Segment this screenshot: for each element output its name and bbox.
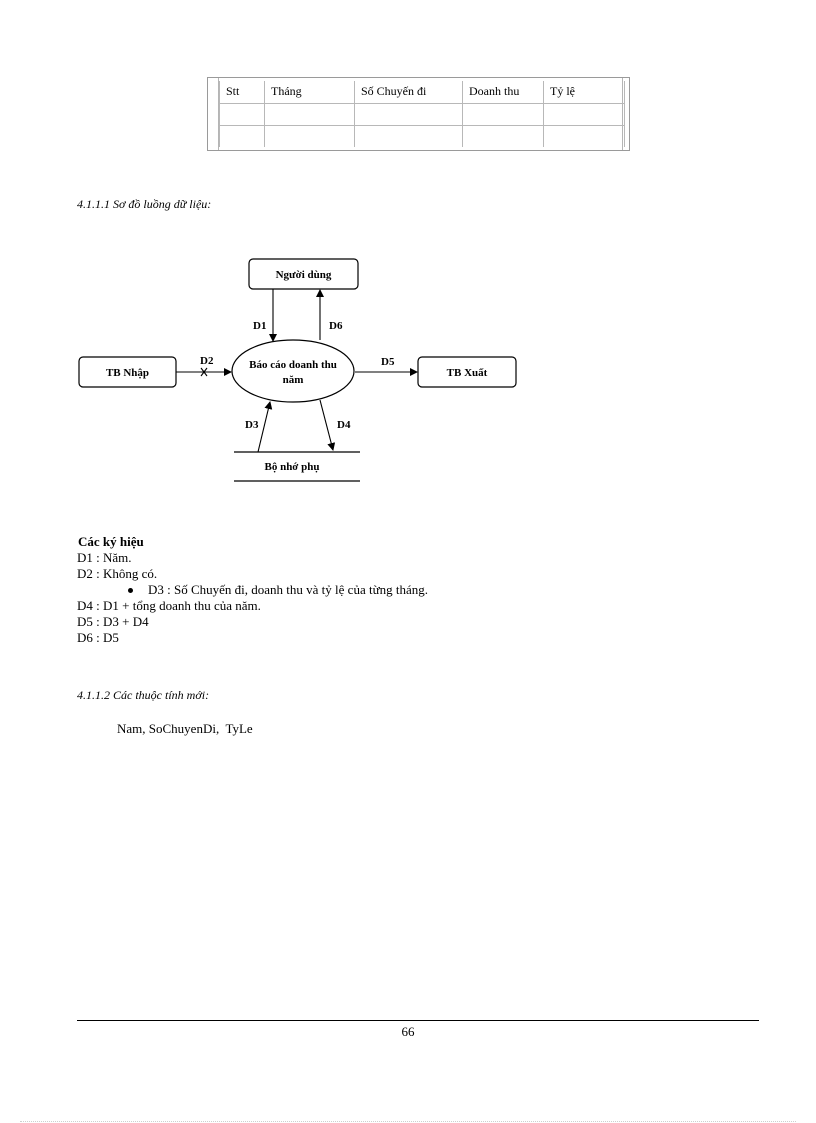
user-label: Người dùng: [275, 269, 332, 281]
section-heading-attributes: 4.1.1.2 Các thuộc tính mới:: [77, 688, 210, 702]
legend-title: Các ký hiệu: [78, 534, 144, 549]
legend-d6: D6 : D5: [77, 630, 119, 645]
legend-d5: D5 : D3 + D4: [77, 614, 149, 629]
process-label-line2: năm: [282, 374, 304, 386]
legend-d1: D1 : Năm.: [77, 550, 132, 565]
legend-d4: D4 : D1 + tổng doanh thu của năm.: [77, 598, 261, 613]
flow-d3-label: D3: [245, 419, 259, 431]
new-attributes-list: Nam, SoChuyenDi, TyLe: [117, 721, 253, 736]
footer-rule: [77, 1020, 759, 1021]
header-cell-ratio: Tỷ lệ: [544, 81, 625, 103]
flow-d3-arrow: [258, 402, 270, 452]
page-number: 66: [401, 1024, 415, 1039]
input-label: TB Nhập: [105, 367, 150, 379]
process-ellipse: [232, 340, 354, 402]
legend-d3: D3 : Số Chuyến đi, doanh thu và tỷ lệ của từng tháng.: [148, 582, 429, 597]
data-flow-diagram: [0, 0, 816, 520]
flow-d5-label: D5: [381, 356, 395, 368]
flow-d4-label: D4: [337, 419, 351, 431]
flow-d2-label: D2: [200, 355, 214, 367]
page-bottom-border: [20, 1121, 796, 1122]
flow-d1-label: D1: [253, 320, 267, 332]
process-label-line1: Báo cáo doanh thu: [249, 359, 337, 371]
bullet-icon: [128, 588, 133, 593]
flow-d6-label: D6: [329, 320, 343, 332]
legend-d2: D2 : Không có.: [77, 566, 158, 581]
header-cell-revenue: Doanh thu: [463, 81, 544, 103]
storage-label: Bộ nhớ phụ: [264, 461, 320, 473]
header-cell-stt: Stt: [220, 81, 265, 103]
legend-d3-item: [128, 582, 428, 598]
header-cell-month: Tháng: [265, 81, 355, 103]
flow-d4-arrow: [320, 400, 333, 450]
section-heading-dataflow: 4.1.1.1 Sơ đồ luồng dữ liệu:: [77, 197, 212, 211]
output-label: TB Xuất: [446, 367, 488, 379]
header-cell-trips: Số Chuyến đi: [355, 81, 463, 103]
